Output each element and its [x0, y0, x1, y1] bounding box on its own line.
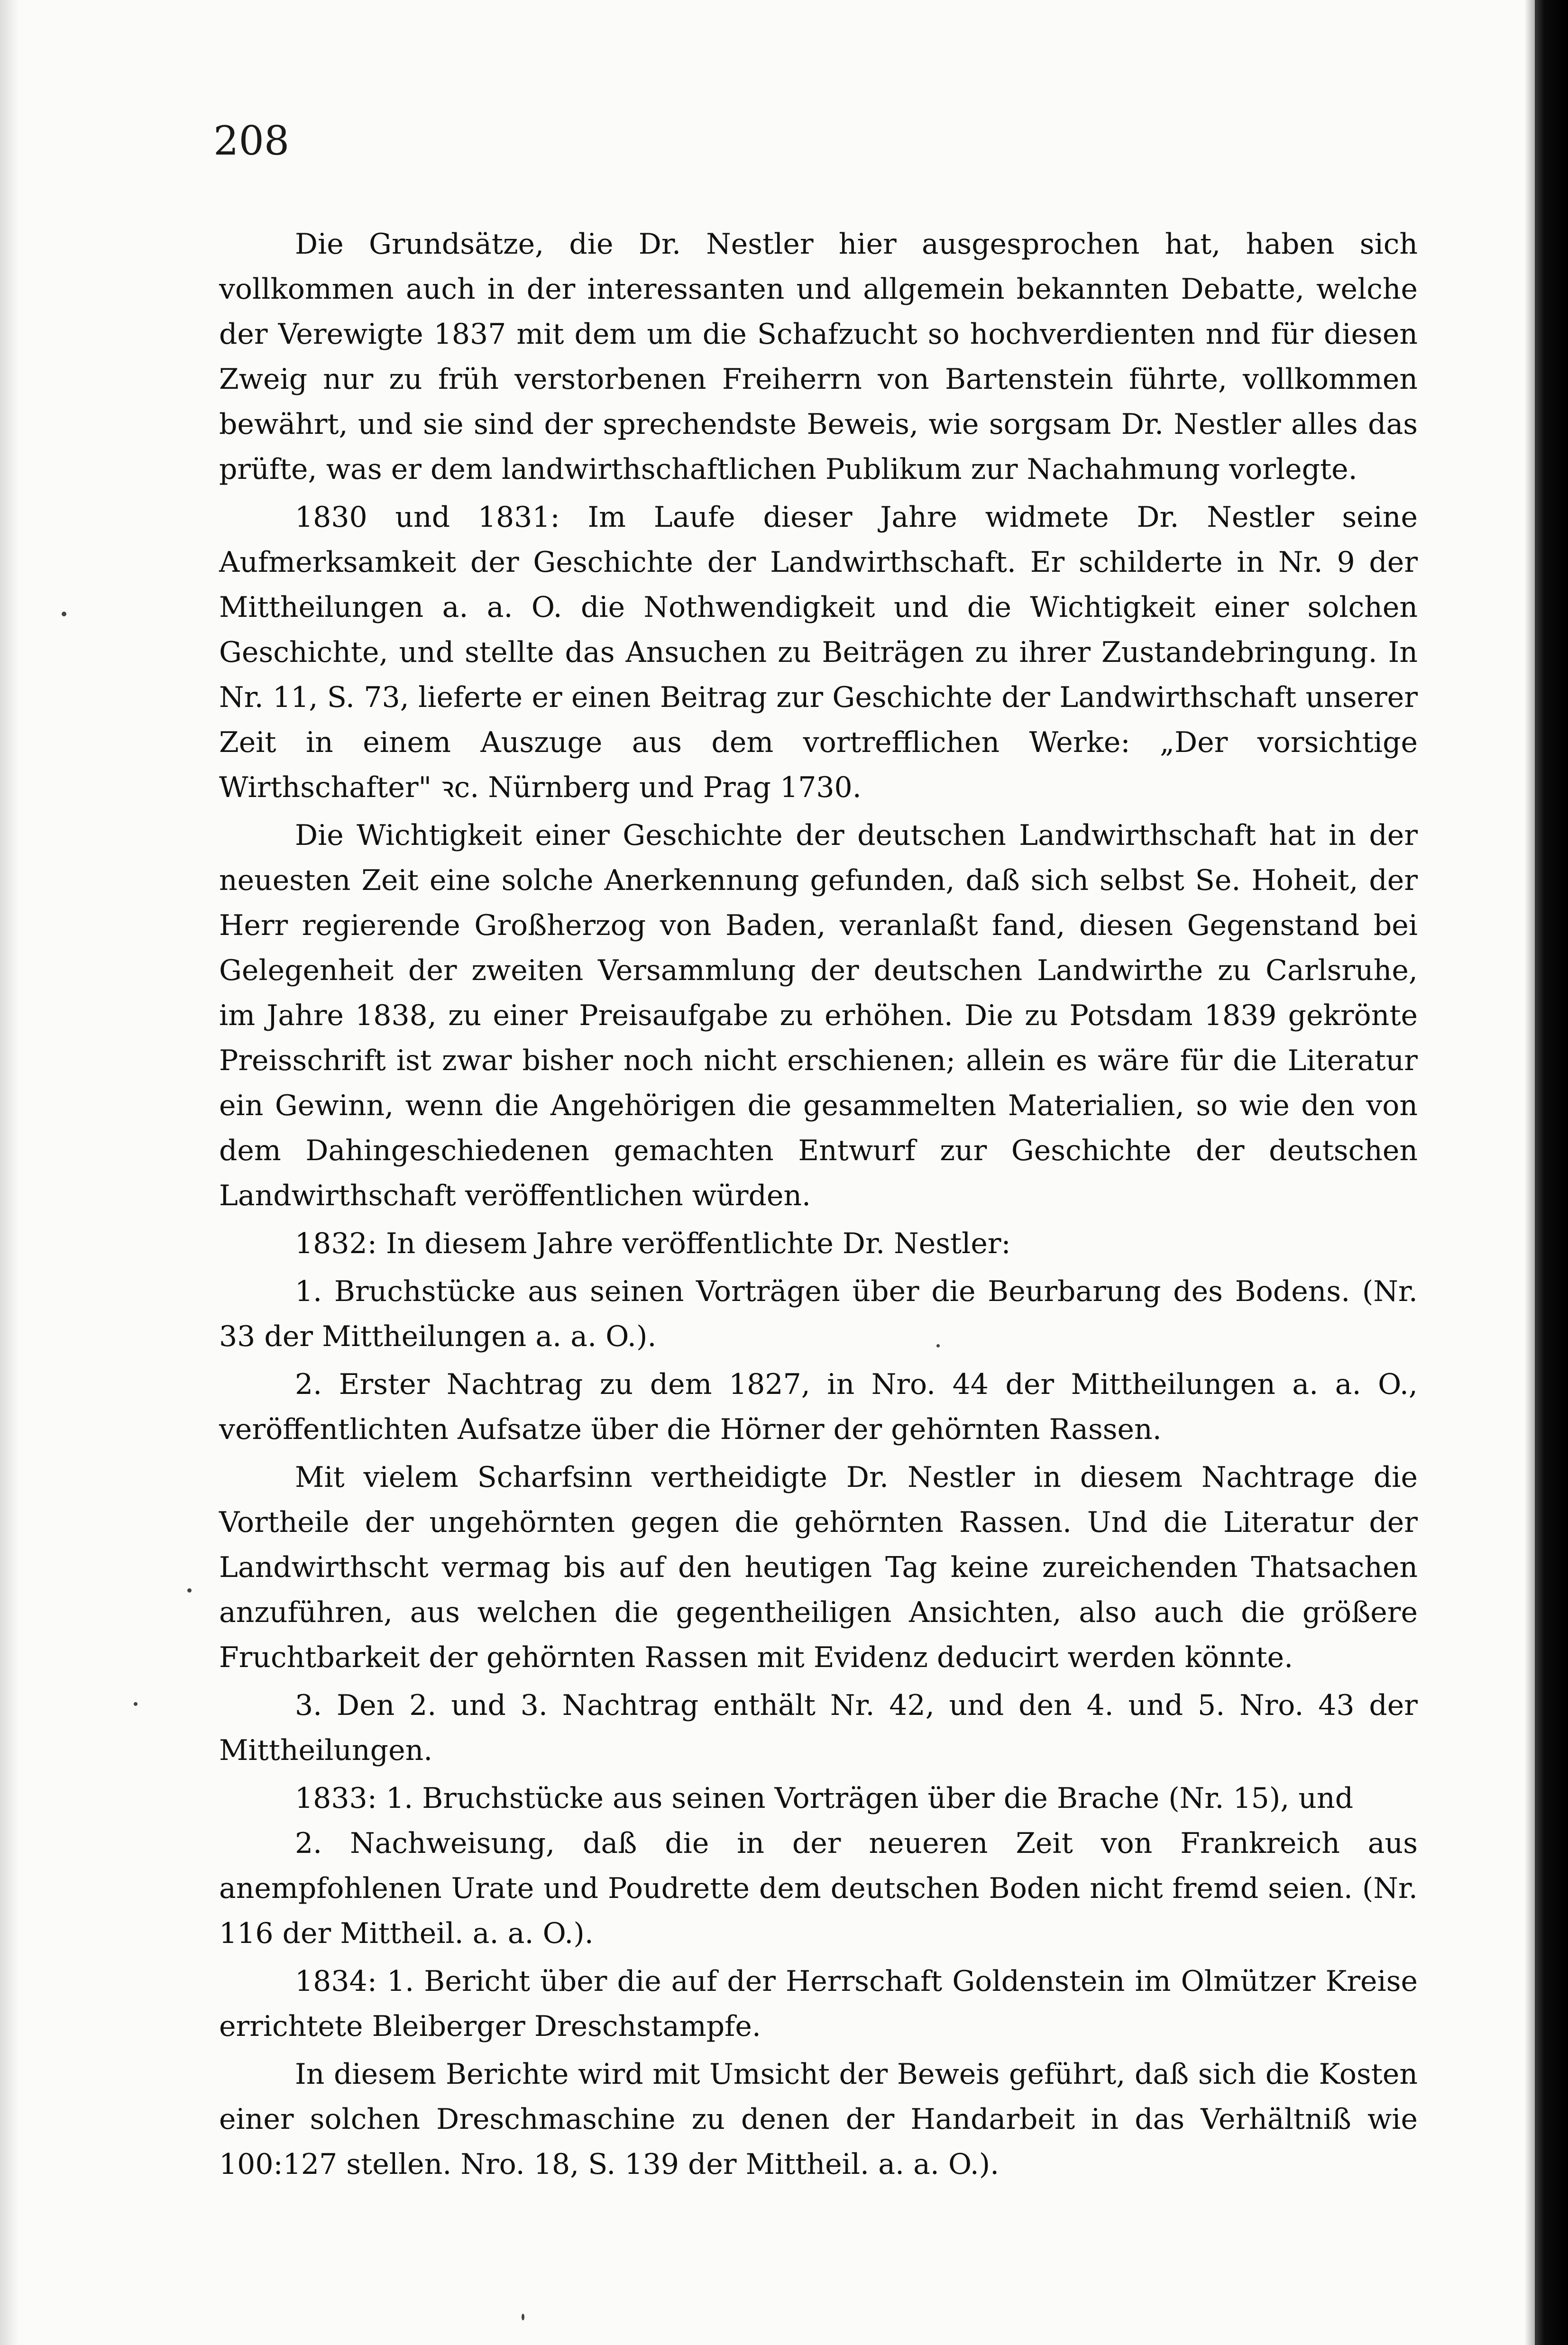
paragraph-1832-intro: 1832: In diesem Jahre veröffentlichte Dr. Nestler:: [295, 1227, 1011, 1260]
paragraph-1833-2: 2. Nachweisung, daß die in der neueren Zeit von Frankreich aus anempfohlenen Urate und Poudrette dem deutschen Boden nicht fremd seien. (Nr. 116 der Mittheil. a. a. O.).: [219, 1827, 1418, 1950]
list-item-1832-1: 1. Bruchstücke aus seinen Vorträgen über die Beurbarung des Bodens. (Nr. 33 der Mittheilungen a. a. O.).: [219, 1275, 1418, 1353]
paragraph-1834-1: 1834: 1. Bericht über die auf der Herrschaft Goldenstein im Olmützer Kreise errichtete Bleiberger Dreschstampfe.: [219, 1965, 1418, 2043]
paragraph-grundsaetze: Die Grundsätze, die Dr. Nestler hier ausgesprochen hat, haben sich vollkommen auch in der interessanten und allgemein bekannten Debatte, welche der Verewigte 1837 mit dem um die Schafzucht so hochverdienten nnd für diesen Zweig nur zu früh verstorbenen Freiherrn von Bartenstein führte, vollkommen bewährt, und sie sind der sprechendste Beweis, wie sorgsam Dr. Nestler alles das prüfte, was er dem landwirthschaftlichen Publikum zur Nachahmung vorlegte.: [219, 228, 1418, 486]
page-number: 208: [213, 118, 290, 164]
body-text: [219, 222, 1418, 2187]
paragraph-scharfsinn: Mit vielem Scharfsinn vertheidigte Dr. Nestler in diesem Nachtrage die Vortheile der ungehörnten gegen die gehörnten Rassen. Und die Literatur der Landwirthscht vermag bis auf den heutigen Tag keine zureichenden Thatsachen anzuführen, aus welchen die gegentheiligen Ansichten, also auch die größere Fruchtbarkeit der gehörnten Rassen mit Evidenz deducirt werden könnte.: [219, 1461, 1418, 1674]
paragraph-1833-1: 1833: 1. Bruchstücke aus seinen Vorträgen über die Brache (Nr. 15), und: [295, 1782, 1354, 1815]
paragraph-1830-1831: 1830 und 1831: Im Laufe dieser Jahre widmete Dr. Nestler seine Aufmerksamkeit der Geschichte der Landwirthschaft. Er schilderte in Nr. 9 der Mittheilungen a. a. O. die Nothwendigkeit und die Wichtigkeit einer solchen Geschichte, und stellte das Ansuchen zu Beiträgen zu ihrer Zustandebringung. In Nr. 11, S. 73, lieferte er einen Beitrag zur Geschichte der Landwirthschaft unserer Zeit in einem Auszuge aus dem vortrefflichen Werke: „Der vorsichtige Wirthschafter" ꝛc. Nürnberg und Prag 1730.: [219, 501, 1418, 804]
right-edge-fringe: [1524, 0, 1535, 2345]
paragraph-dreschstampfe-bericht: In diesem Berichte wird mit Umsicht der Beweis geführt, daß sich die Kosten einer solchen Dreschmaschine zu denen der Handarbeit in das Verhältniß wie 100:127 stellen. Nro. 18, S. 139 der Mittheil. a. a. O.).: [219, 2058, 1418, 2181]
list-item-1832-2: 2. Erster Nachtrag zu dem 1827, in Nro. 44 der Mittheilungen a. a. O., veröffentlichten Aufsatze über die Hörner der gehörnten Rassen.: [219, 1368, 1418, 1446]
right-scan-border: [1535, 0, 1568, 2345]
paragraph-wichtigkeit-geschichte: Die Wichtigkeit einer Geschichte der deutschen Landwirthschaft hat in der neuesten Zeit eine solche Anerkennung gefunden, daß sich selbst Se. Hoheit, der Herr regierende Großherzog von Baden, veranlaßt fand, diesen Gegenstand bei Gelegenheit der zweiten Versammlung der deutschen Landwirthe zu Carlsruhe, im Jahre 1838, zu einer Preisaufgabe zu erhöhen. Die zu Potsdam 1839 gekrönte Preisschrift ist zwar bisher noch nicht erschienen; allein es wäre für die Literatur ein Gewinn, wenn die Angehörigen die gesammelten Materialien, so wie den von dem Dahingeschiedenen gemachten Entwurf zur Geschichte der deutschen Landwirthschaft veröffentlichen würden.: [219, 819, 1418, 1212]
scan-speck: [187, 1588, 192, 1593]
left-margin-shadow: [0, 0, 19, 2345]
scan-speck: [62, 612, 66, 616]
scan-speck: [522, 2314, 524, 2320]
scan-speck: [134, 1702, 138, 1706]
list-item-1832-3: 3. Den 2. und 3. Nachtrag enthält Nr. 42, und den 4. und 5. Nro. 43 der Mittheilungen.: [219, 1689, 1418, 1767]
